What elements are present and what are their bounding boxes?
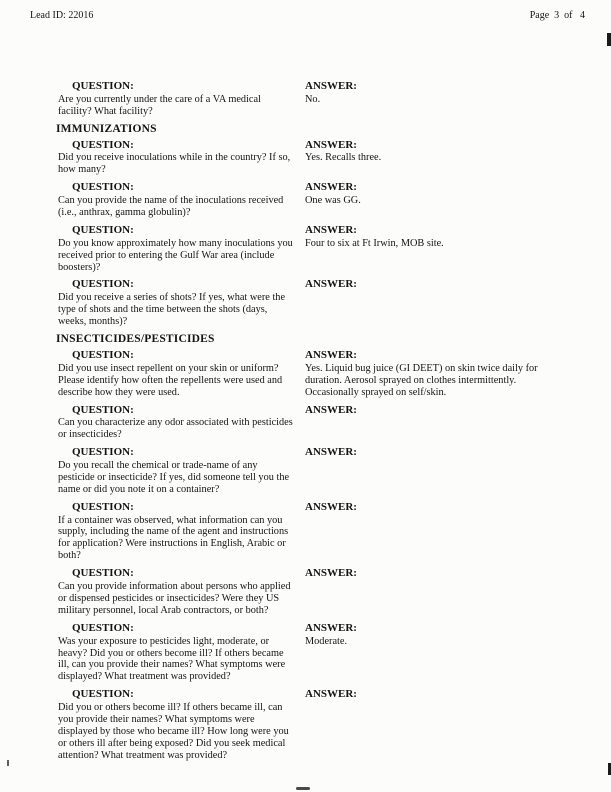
section-header-immunizations: IMMUNIZATIONS — [56, 122, 157, 135]
answer-text: No. — [305, 93, 321, 105]
qa-block — [58, 278, 568, 328]
answer-label: ANSWER: — [305, 138, 357, 151]
qa-block — [58, 224, 568, 274]
answer-label: ANSWER: — [305, 349, 357, 361]
question-text: If a container was observed, what information can you supply, including the name of the agent and instructions for application? Were instructions in English, Arabic or both? — [58, 514, 289, 562]
qa-block — [58, 622, 568, 684]
question-text: Did you use insect repellent on your skin or uniform? Please identify how often the repellents were used and describe how they were used. — [58, 362, 283, 398]
answer-label: ANSWER: — [305, 223, 357, 236]
answer-label: ANSWER: — [305, 500, 357, 513]
question-label: QUESTION: — [72, 500, 134, 513]
question-label: QUESTION: — [72, 621, 134, 634]
qa-block — [58, 139, 568, 177]
question-text: Do you know approximately how many inoculations you received prior to entering the Gulf War area (include boosters)? — [58, 237, 293, 273]
qa-block — [58, 501, 568, 563]
answer-label: ANSWER: — [305, 403, 357, 416]
question-text: Can you provide information about persons who applied or dispensed pesticides or insecticides? Were they US military personnel, local Arab contractors, or both? — [58, 581, 291, 616]
question-label: QUESTION: — [72, 567, 134, 580]
question-label: QUESTION: — [72, 278, 134, 291]
question-text: Can you provide the name of the inoculations received (i.e., anthrax, gamma globulin)? — [58, 195, 284, 218]
scan-artifact — [7, 760, 9, 766]
qa-block — [58, 349, 568, 399]
question-label: QUESTION: — [72, 403, 134, 416]
question-text: Are you currently under the care of a VA medical facility? What facility? — [58, 93, 261, 117]
question-text: Was your exposure to pesticides light, moderate, or heavy? Did you or others become ill? If others became ill, can you provide their names? What symptoms were displayed? What treatment was provided? — [58, 635, 286, 683]
question-text: Did you receive a series of shots? If yes, what were the type of shots and the time between the shots (days, weeks, months)? — [58, 292, 286, 328]
answer-text: One was GG. — [305, 195, 361, 206]
answer-text: Moderate. — [305, 635, 348, 647]
answer-label: ANSWER: — [305, 278, 357, 291]
question-label: QUESTION: — [72, 80, 134, 92]
answer-label: ANSWER: — [305, 446, 357, 459]
scan-artifact — [296, 787, 310, 790]
answer-label: ANSWER: — [305, 621, 357, 634]
question-text: Did you or others become ill? If others became ill, can you provide their names? What symptoms were displayed by those who became ill? How long were you or others ill after being exposed? Did you seek medical attention? What treatment was provided? — [58, 702, 289, 761]
answer-text: Yes. Recalls three. — [305, 152, 382, 164]
question-text: Can you characterize any odor associated with pesticides or insecticides? — [58, 417, 293, 441]
scan-artifact — [607, 33, 611, 46]
answer-text: Four to six at Ft Irwin, MOB site. — [305, 237, 444, 249]
qa-block — [58, 446, 568, 496]
question-label: QUESTION: — [72, 349, 134, 361]
question-text: Do you recall the chemical or trade-name of any pesticide or insecticide? If yes, did someone tell you the name or did you note it on a container? — [58, 459, 290, 495]
page-header — [30, 10, 585, 21]
question-label: QUESTION: — [72, 138, 134, 151]
question-label: QUESTION: — [72, 223, 134, 236]
question-label: QUESTION: — [72, 181, 134, 194]
question-text: Did you receive inoculations while in the country? If so, how many? — [58, 152, 291, 176]
answer-label: ANSWER: — [305, 80, 357, 92]
question-label: QUESTION: — [72, 688, 134, 701]
qa-block — [58, 80, 568, 118]
qa-block — [58, 567, 568, 617]
document-body — [58, 80, 568, 767]
question-label: QUESTION: — [72, 446, 134, 459]
qa-block — [58, 404, 568, 442]
section-header-insecticides: INSECTICIDES/PESTICIDES — [56, 333, 215, 345]
qa-block — [58, 688, 568, 761]
qa-block — [58, 181, 568, 219]
answer-label: ANSWER: — [305, 181, 357, 194]
answer-text: Yes. Liquid bug juice (GI DEET) on skin twice daily for duration. Aerosol sprayed on clothes intermittently. Occasionally sprayed on self/skin. — [305, 362, 538, 398]
answer-label: ANSWER: — [305, 688, 357, 701]
lead-id: Lead ID: 22016 — [30, 10, 94, 21]
answer-label: ANSWER: — [305, 567, 357, 580]
page-number: Page 3 of 4 — [529, 10, 585, 21]
